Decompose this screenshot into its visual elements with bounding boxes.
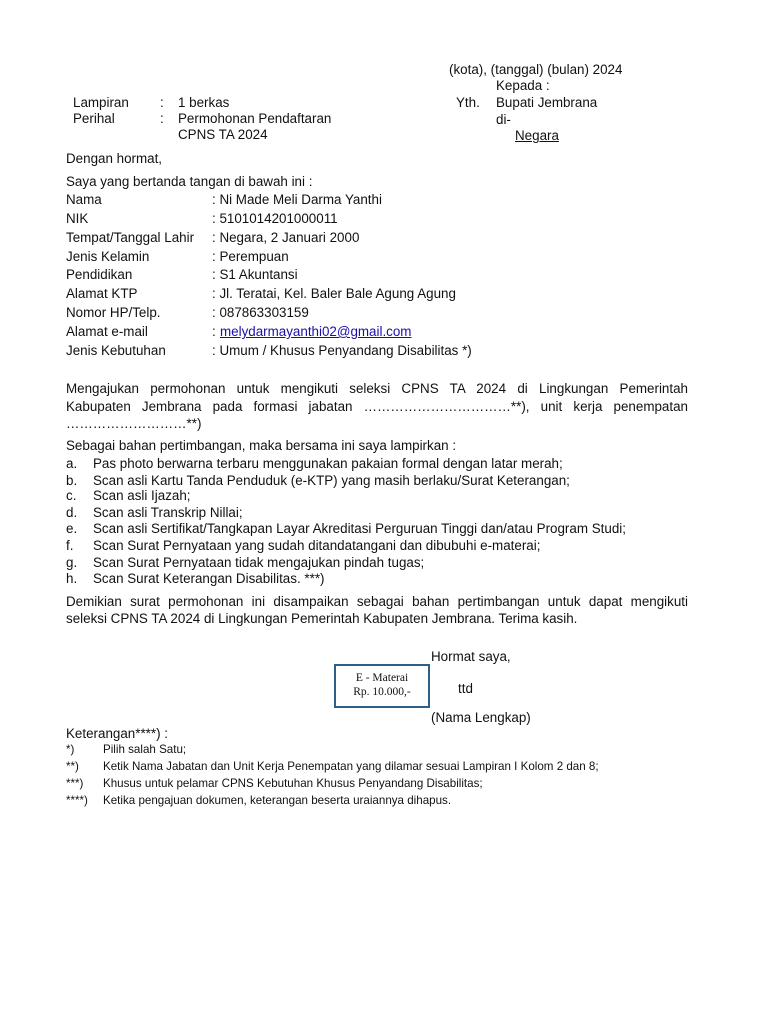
lampiran-value: 1 berkas [178, 95, 230, 110]
list-marker: b. [66, 473, 78, 488]
list-item: Scan Surat Pernyataan tidak mengajukan pindah tugas; [93, 555, 425, 570]
paragraph-line: Mengajukan permohonan untuk mengikuti seleksi CPNS TA 2024 di Lingkungan Pemerintah [66, 381, 688, 396]
recipient: Bupati Jembrana [496, 95, 598, 110]
di-label: di- [496, 112, 511, 127]
materai-label: E - Materai [355, 672, 409, 684]
field-label: Alamat e-mail [66, 324, 148, 339]
field-label: Alamat KTP [66, 286, 138, 301]
perihal-label: Perihal [73, 111, 115, 126]
field-label: Jenis Kebutuhan [66, 343, 166, 358]
lampiran-colon: : [160, 95, 164, 110]
field-label: Pendidikan [66, 267, 133, 282]
field-label: NIK [66, 211, 89, 226]
closing-salutation: Hormat saya, [431, 649, 511, 664]
list-item: Scan asli Ijazah; [93, 488, 191, 503]
note-marker: **) [66, 760, 79, 773]
field-value: : Jl. Teratai, Kel. Baler Bale Agung Agung [212, 286, 456, 301]
list-marker: e. [66, 521, 78, 536]
paragraph-line: ………………………**) [66, 416, 202, 431]
yth-label: Yth. [456, 95, 480, 110]
list-marker: a. [66, 456, 78, 471]
field-label: Nama [66, 192, 102, 207]
greeting: Dengan hormat, [66, 151, 163, 166]
signatory-name: (Nama Lengkap) [431, 710, 531, 725]
closing-line: Demikian surat permohonan ini disampaikan sebagai bahan pertimbangan untuk dapat mengikuti [66, 594, 688, 609]
list-marker: c. [66, 488, 77, 503]
field-value: : Umum / Khusus Penyandang Disabilitas *) [212, 343, 472, 358]
intro: Saya yang bertanda tangan di bawah ini : [66, 174, 313, 189]
note-text: Pilih salah Satu; [103, 743, 187, 756]
note-marker: ****) [66, 794, 88, 807]
materai-amount: Rp. 10.000,- [353, 686, 411, 698]
attachments-intro: Sebagai bahan pertimbangan, maka bersama ini saya lampirkan : [66, 438, 457, 453]
list-item: Scan Surat Keterangan Disabilitas. ***) [93, 571, 325, 586]
note-marker: *) [66, 743, 75, 756]
list-marker: g. [66, 555, 78, 570]
email-link[interactable]: melydarmayanthi02@gmail.com [220, 324, 412, 339]
list-item: Scan asli Transkrip Nillai; [93, 505, 243, 520]
e-materai-stamp [334, 664, 430, 708]
field-value: : Perempuan [212, 249, 289, 264]
list-item: Scan asli Kartu Tanda Penduduk (e-KTP) yang masih berlaku/Surat Keterangan; [93, 473, 570, 488]
list-marker: f. [66, 538, 74, 553]
note-text: Ketik Nama Jabatan dan Unit Kerja Penempatan yang dilamar sesuai Lampiran I Kolom 2 dan 8; [103, 760, 599, 773]
field-value: : S1 Akuntansi [212, 267, 298, 282]
kepada-label: Kepada : [496, 78, 550, 93]
note-marker: ***) [66, 777, 84, 790]
perihal-value-line2: CPNS TA 2024 [178, 127, 268, 142]
list-item: Pas photo berwarna terbaru menggunakan pakaian formal dengan latar merah; [93, 456, 563, 471]
signature-ttd: ttd [458, 681, 473, 696]
notes-title: Keterangan****) : [66, 726, 168, 741]
note-text: Ketika pengajuan dokumen, keterangan beserta uraiannya dihapus. [103, 794, 452, 807]
list-marker: d. [66, 505, 78, 520]
field-label: Jenis Kelamin [66, 249, 150, 264]
field-value: : [212, 324, 216, 339]
lampiran-label: Lampiran [73, 95, 129, 110]
field-value: : 087863303159 [212, 305, 309, 320]
field-value: : Negara, 2 Januari 2000 [212, 230, 360, 245]
field-value: : 5101014201000011 [212, 211, 338, 226]
recipient-place: Negara [515, 128, 559, 143]
paragraph-line: Kabupaten Jembrana pada formasi jabatan ……………………………**), unit kerja penempatan [66, 399, 688, 414]
list-item: Scan asli Sertifikat/Tangkapan Layar Akreditasi Perguruan Tinggi dan/atau Program Studi; [93, 521, 626, 536]
perihal-value-line1: Permohonan Pendaftaran [178, 111, 332, 126]
note-text: Khusus untuk pelamar CPNS Kebutuhan Khusus Penyandang Disabilitas; [103, 777, 483, 790]
perihal-colon: : [160, 111, 164, 126]
field-label: Tempat/Tanggal Lahir [66, 230, 195, 245]
list-marker: h. [66, 571, 78, 586]
date-line: (kota), (tanggal) (bulan) 2024 [449, 62, 623, 77]
field-value: : Ni Made Meli Darma Yanthi [212, 192, 382, 207]
list-item: Scan Surat Pernyataan yang sudah ditandatangani dan dibubuhi e-materai; [93, 538, 541, 553]
closing-line: seleksi CPNS TA 2024 di Lingkungan Pemerintah Kabupaten Jembrana. Terima kasih. [66, 611, 578, 626]
field-label: Nomor HP/Telp. [66, 305, 161, 320]
